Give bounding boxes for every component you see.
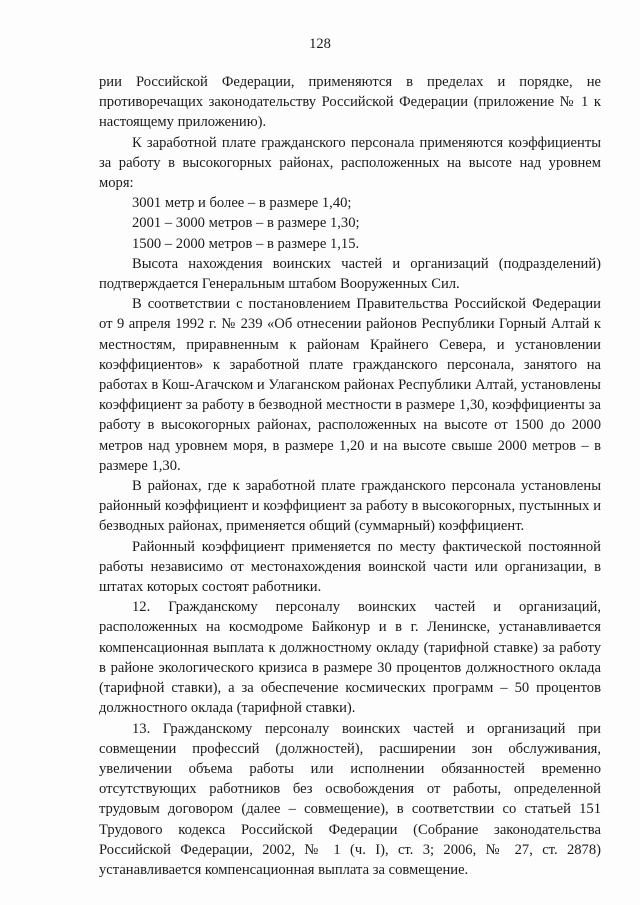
- paragraph-item-12-baikonur: 12. Гражданскому персоналу воинских частей и организаций, расположенных на космодроме Байконур и в г. Ленинске, устанавливается компенсационная выплата к должностному окладу (тарифной ставке) за работу в районе экологического кризиса в размере 30 процентов должностного оклада (тарифной ставки), а за обеспечение космических программ – 50 процентов должностного оклада (тарифной ставки).: [99, 599, 601, 717]
- paragraph-gorny-altai-decree: В соответствии с постановлением Правительства Российской Федерации от 9 апреля 1992 г. № 239 «Об отнесении районов Республики Горный Алтай к местностям, приравненным к районам Крайнего Севера, и установлении коэффициентов» к заработной плате гражданского персонала, занятого на работах в Кош-Агачском и Улаганском районах Республики Алтай, установлены коэффициент за работу в безводной местности в размере 1,30, коэффициенты за работу в высокогорных районах, расположенных на высоте от 1500 до 2000 метров над уровнем моря, в размере 1,20 и на высоте свыше 2000 метров – в размере 1,30.: [99, 296, 601, 474]
- document-body: [99, 72, 601, 880]
- paragraph-combined-coefficient: В районах, где к заработной плате гражданского персонала установлены районный коэффициент и коэффициент за работу в высокогорных, пустынных и безводных районах, применяется общий (суммарный) коэффициент.: [99, 478, 601, 535]
- rate-item-3001-plus: 3001 метр и более – в размере 1,40;: [132, 195, 352, 212]
- paragraph-altitude-confirmation: Высота нахождения воинских частей и организаций (подразделений) подтверждается Генеральным штабом Вооруженных Сил.: [99, 255, 601, 293]
- rate-item-2001-3000: 2001 – 3000 метров – в размере 1,30;: [132, 215, 360, 232]
- paragraph-regional-coefficient: Районный коэффициент применяется по месту фактической постоянной работы независимо от местонахождения воинской части или организации, в штатах которых состоят работники.: [99, 538, 601, 596]
- rate-item-1500-2000: 1500 – 2000 метров – в размере 1,15.: [132, 235, 360, 252]
- paragraph-continuation: рии Российской Федерации, применяются в пределах и порядке, не противоречащих законодательству Российской Федерации (приложение № 1 к настоящему приложению).: [99, 74, 601, 131]
- paragraph-highland-coefficients: К заработной плате гражданского персонала применяются коэффициенты за работу в высокогорных районах, расположенных на высоте над уровнем моря:: [99, 134, 601, 192]
- page-number: 128: [309, 36, 331, 52]
- paragraph-item-13-combination: 13. Гражданскому персоналу воинских частей и организаций при совмещении профессий (должностей), расширении зон обслуживания, увеличении объема работы или исполнении обязанностей временно отсутствующих работников без освобождения от работы, определенной трудовым договором (далее – совмещение), в соответствии со статьей 151 Трудового кодекса Российской Федерации (Собрание законодательства Российской Федерации, 2002, № 1 (ч. I), ст. 3; 2006, № 27, ст. 2878) устанавливается компенсационная выплата за совмещение.: [99, 720, 601, 878]
